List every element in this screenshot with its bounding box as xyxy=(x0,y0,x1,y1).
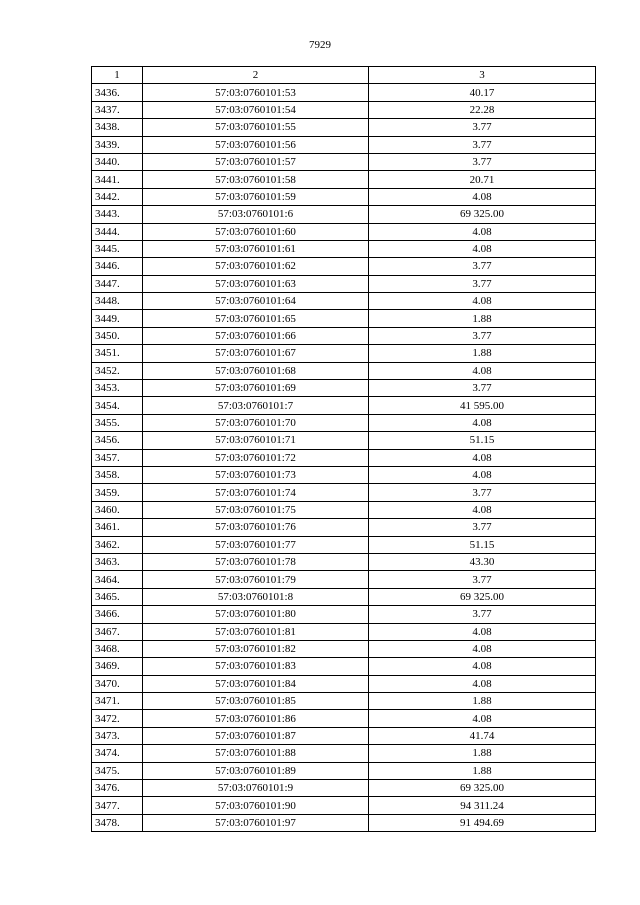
table-row xyxy=(92,84,596,101)
row-number-cell: 3462. xyxy=(92,536,143,553)
value-cell: 40.17 xyxy=(369,84,596,101)
table-row xyxy=(92,745,596,762)
value-cell: 94 311.24 xyxy=(369,797,596,814)
table-row xyxy=(92,484,596,501)
table-row xyxy=(92,188,596,205)
value-cell: 3.77 xyxy=(369,258,596,275)
header-row xyxy=(92,67,596,84)
cadastral-number-cell: 57:03:0760101:7 xyxy=(143,397,369,414)
row-number-cell: 3449. xyxy=(92,310,143,327)
value-cell: 3.77 xyxy=(369,484,596,501)
value-cell: 4.08 xyxy=(369,640,596,657)
data-table xyxy=(91,66,596,832)
row-number-cell: 3465. xyxy=(92,588,143,605)
value-cell: 1.88 xyxy=(369,745,596,762)
row-number-cell: 3451. xyxy=(92,345,143,362)
row-number-cell: 3471. xyxy=(92,693,143,710)
row-number-cell: 3470. xyxy=(92,675,143,692)
row-number-cell: 3478. xyxy=(92,814,143,831)
table-row xyxy=(92,327,596,344)
cadastral-number-cell: 57:03:0760101:76 xyxy=(143,519,369,536)
value-cell: 4.08 xyxy=(369,501,596,518)
value-cell: 4.08 xyxy=(369,188,596,205)
value-cell: 4.08 xyxy=(369,240,596,257)
cadastral-number-cell: 57:03:0760101:8 xyxy=(143,588,369,605)
value-cell: 22.28 xyxy=(369,101,596,118)
row-number-cell: 3461. xyxy=(92,519,143,536)
cadastral-number-cell: 57:03:0760101:72 xyxy=(143,449,369,466)
cadastral-number-cell: 57:03:0760101:70 xyxy=(143,414,369,431)
cadastral-number-cell: 57:03:0760101:75 xyxy=(143,501,369,518)
row-number-cell: 3464. xyxy=(92,571,143,588)
value-cell: 4.08 xyxy=(369,466,596,483)
cadastral-number-cell: 57:03:0760101:65 xyxy=(143,310,369,327)
row-number-cell: 3457. xyxy=(92,449,143,466)
table-row xyxy=(92,380,596,397)
row-number-cell: 3467. xyxy=(92,623,143,640)
value-cell: 1.88 xyxy=(369,345,596,362)
table-row xyxy=(92,727,596,744)
value-cell: 1.88 xyxy=(369,762,596,779)
row-number-cell: 3460. xyxy=(92,501,143,518)
table-row xyxy=(92,397,596,414)
row-number-cell: 3445. xyxy=(92,240,143,257)
cadastral-number-cell: 57:03:0760101:61 xyxy=(143,240,369,257)
value-cell: 4.08 xyxy=(369,623,596,640)
row-number-cell: 3443. xyxy=(92,206,143,223)
cadastral-number-cell: 57:03:0760101:64 xyxy=(143,293,369,310)
table-row xyxy=(92,345,596,362)
cadastral-number-cell: 57:03:0760101:69 xyxy=(143,380,369,397)
row-number-cell: 3436. xyxy=(92,84,143,101)
cadastral-number-cell: 57:03:0760101:53 xyxy=(143,84,369,101)
table-row xyxy=(92,293,596,310)
cadastral-number-cell: 57:03:0760101:83 xyxy=(143,658,369,675)
value-cell: 69 325.00 xyxy=(369,780,596,797)
row-number-cell: 3450. xyxy=(92,327,143,344)
table-row xyxy=(92,275,596,292)
table-row xyxy=(92,171,596,188)
row-number-cell: 3472. xyxy=(92,710,143,727)
cadastral-number-cell: 57:03:0760101:9 xyxy=(143,780,369,797)
cadastral-number-cell: 57:03:0760101:60 xyxy=(143,223,369,240)
row-number-cell: 3447. xyxy=(92,275,143,292)
value-cell: 3.77 xyxy=(369,136,596,153)
value-cell: 4.08 xyxy=(369,414,596,431)
table-row xyxy=(92,675,596,692)
table-row xyxy=(92,693,596,710)
cadastral-number-cell: 57:03:0760101:54 xyxy=(143,101,369,118)
cadastral-number-cell: 57:03:0760101:97 xyxy=(143,814,369,831)
table-row xyxy=(92,780,596,797)
cadastral-number-cell: 57:03:0760101:81 xyxy=(143,623,369,640)
column-header-3: 3 xyxy=(369,67,596,84)
cadastral-number-cell: 57:03:0760101:63 xyxy=(143,275,369,292)
row-number-cell: 3444. xyxy=(92,223,143,240)
value-cell: 91 494.69 xyxy=(369,814,596,831)
table-row xyxy=(92,153,596,170)
cadastral-number-cell: 57:03:0760101:85 xyxy=(143,693,369,710)
row-number-cell: 3442. xyxy=(92,188,143,205)
row-number-cell: 3438. xyxy=(92,119,143,136)
cadastral-number-cell: 57:03:0760101:58 xyxy=(143,171,369,188)
cadastral-number-cell: 57:03:0760101:57 xyxy=(143,153,369,170)
column-header-2: 2 xyxy=(143,67,369,84)
table-row xyxy=(92,571,596,588)
cadastral-number-cell: 57:03:0760101:79 xyxy=(143,571,369,588)
cadastral-number-cell: 57:03:0760101:59 xyxy=(143,188,369,205)
value-cell: 1.88 xyxy=(369,310,596,327)
cadastral-number-cell: 57:03:0760101:66 xyxy=(143,327,369,344)
table-header xyxy=(92,67,596,84)
value-cell: 20.71 xyxy=(369,171,596,188)
row-number-cell: 3446. xyxy=(92,258,143,275)
cadastral-number-cell: 57:03:0760101:87 xyxy=(143,727,369,744)
cadastral-number-cell: 57:03:0760101:89 xyxy=(143,762,369,779)
table-row xyxy=(92,501,596,518)
value-cell: 4.08 xyxy=(369,223,596,240)
value-cell: 3.77 xyxy=(369,380,596,397)
row-number-cell: 3474. xyxy=(92,745,143,762)
value-cell: 69 325.00 xyxy=(369,206,596,223)
value-cell: 51.15 xyxy=(369,536,596,553)
value-cell: 4.08 xyxy=(369,293,596,310)
row-number-cell: 3455. xyxy=(92,414,143,431)
table-row xyxy=(92,710,596,727)
table-body xyxy=(92,84,596,832)
row-number-cell: 3466. xyxy=(92,606,143,623)
value-cell: 3.77 xyxy=(369,119,596,136)
row-number-cell: 3453. xyxy=(92,380,143,397)
value-cell: 4.08 xyxy=(369,658,596,675)
cadastral-number-cell: 57:03:0760101:6 xyxy=(143,206,369,223)
cadastral-number-cell: 57:03:0760101:56 xyxy=(143,136,369,153)
row-number-cell: 3473. xyxy=(92,727,143,744)
table-row xyxy=(92,136,596,153)
cadastral-number-cell: 57:03:0760101:86 xyxy=(143,710,369,727)
row-number-cell: 3452. xyxy=(92,362,143,379)
table-row xyxy=(92,762,596,779)
row-number-cell: 3475. xyxy=(92,762,143,779)
value-cell: 3.77 xyxy=(369,519,596,536)
table-row xyxy=(92,449,596,466)
table-row xyxy=(92,606,596,623)
value-cell: 69 325.00 xyxy=(369,588,596,605)
value-cell: 3.77 xyxy=(369,571,596,588)
table-row xyxy=(92,466,596,483)
value-cell: 51.15 xyxy=(369,432,596,449)
value-cell: 41.74 xyxy=(369,727,596,744)
row-number-cell: 3468. xyxy=(92,640,143,657)
table-row xyxy=(92,519,596,536)
value-cell: 1.88 xyxy=(369,693,596,710)
cadastral-number-cell: 57:03:0760101:88 xyxy=(143,745,369,762)
column-header-1: 1 xyxy=(92,67,143,84)
table-row xyxy=(92,101,596,118)
table-row xyxy=(92,362,596,379)
row-number-cell: 3437. xyxy=(92,101,143,118)
value-cell: 43.30 xyxy=(369,553,596,570)
cadastral-number-cell: 57:03:0760101:74 xyxy=(143,484,369,501)
row-number-cell: 3458. xyxy=(92,466,143,483)
row-number-cell: 3448. xyxy=(92,293,143,310)
cadastral-number-cell: 57:03:0760101:62 xyxy=(143,258,369,275)
row-number-cell: 3454. xyxy=(92,397,143,414)
table-row xyxy=(92,223,596,240)
cadastral-number-cell: 57:03:0760101:77 xyxy=(143,536,369,553)
table-row xyxy=(92,553,596,570)
row-number-cell: 3463. xyxy=(92,553,143,570)
cadastral-number-cell: 57:03:0760101:71 xyxy=(143,432,369,449)
table-row xyxy=(92,258,596,275)
table-row xyxy=(92,814,596,831)
row-number-cell: 3459. xyxy=(92,484,143,501)
row-number-cell: 3441. xyxy=(92,171,143,188)
value-cell: 4.08 xyxy=(369,710,596,727)
page-number: 7929 xyxy=(309,39,331,51)
cadastral-number-cell: 57:03:0760101:84 xyxy=(143,675,369,692)
cadastral-number-cell: 57:03:0760101:90 xyxy=(143,797,369,814)
cadastral-number-cell: 57:03:0760101:67 xyxy=(143,345,369,362)
cadastral-number-cell: 57:03:0760101:78 xyxy=(143,553,369,570)
value-cell: 41 595.00 xyxy=(369,397,596,414)
value-cell: 4.08 xyxy=(369,362,596,379)
cadastral-number-cell: 57:03:0760101:82 xyxy=(143,640,369,657)
table-row xyxy=(92,414,596,431)
table-row xyxy=(92,119,596,136)
table-row xyxy=(92,640,596,657)
value-cell: 4.08 xyxy=(369,675,596,692)
row-number-cell: 3440. xyxy=(92,153,143,170)
row-number-cell: 3439. xyxy=(92,136,143,153)
table-row xyxy=(92,240,596,257)
row-number-cell: 3476. xyxy=(92,780,143,797)
table-row xyxy=(92,658,596,675)
row-number-cell: 3469. xyxy=(92,658,143,675)
cadastral-number-cell: 57:03:0760101:55 xyxy=(143,119,369,136)
table-row xyxy=(92,310,596,327)
value-cell: 4.08 xyxy=(369,449,596,466)
cadastral-number-cell: 57:03:0760101:73 xyxy=(143,466,369,483)
table-row xyxy=(92,432,596,449)
table-row xyxy=(92,536,596,553)
row-number-cell: 3477. xyxy=(92,797,143,814)
table-row xyxy=(92,797,596,814)
value-cell: 3.77 xyxy=(369,153,596,170)
cadastral-number-cell: 57:03:0760101:80 xyxy=(143,606,369,623)
row-number-cell: 3456. xyxy=(92,432,143,449)
table-row xyxy=(92,588,596,605)
cadastral-number-cell: 57:03:0760101:68 xyxy=(143,362,369,379)
table-row xyxy=(92,206,596,223)
value-cell: 3.77 xyxy=(369,275,596,292)
value-cell: 3.77 xyxy=(369,606,596,623)
table-row xyxy=(92,623,596,640)
value-cell: 3.77 xyxy=(369,327,596,344)
